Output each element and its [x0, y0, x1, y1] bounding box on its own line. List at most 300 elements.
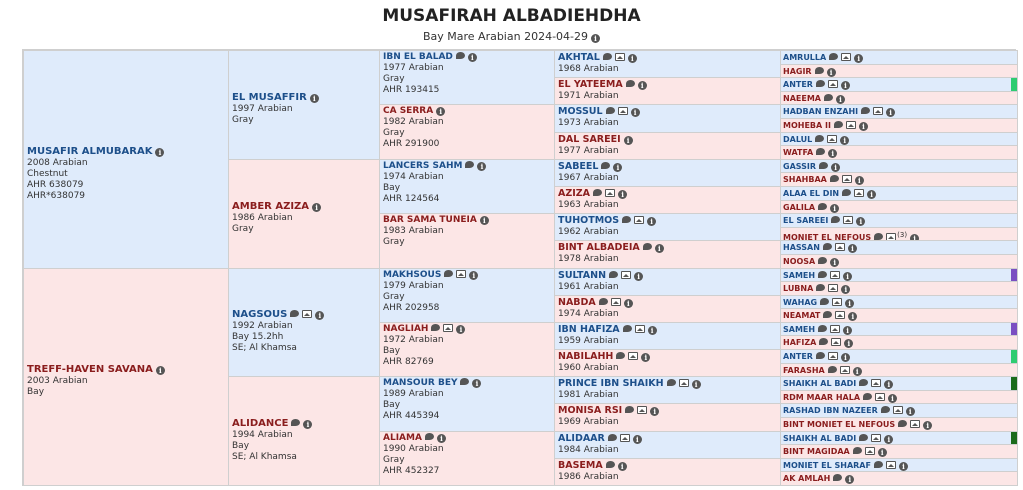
comment-icon[interactable]	[863, 393, 872, 400]
comment-icon[interactable]	[608, 434, 617, 441]
horse-name-link[interactable]: NAGSOUS	[232, 309, 288, 320]
photo-icon[interactable]	[886, 461, 896, 469]
horse-name-link[interactable]: LUBNA	[783, 284, 814, 293]
comment-icon[interactable]	[643, 243, 652, 250]
info-icon[interactable]: i	[436, 107, 445, 116]
photo-icon[interactable]	[611, 298, 621, 306]
horse-name-link[interactable]: SHAIKH AL BADI	[783, 434, 857, 443]
horse-name-link[interactable]: GALILA	[783, 203, 816, 212]
horse-name-link[interactable]: NOOSA	[783, 257, 816, 266]
pedigree-cell-gen5	[780, 159, 1018, 173]
horse-detail: Bay	[383, 400, 401, 410]
horse-detail: 1986 Arabian	[232, 213, 293, 223]
pedigree-cell-gen1	[23, 268, 229, 486]
info-icon[interactable]: i	[477, 162, 486, 171]
horse-name-link[interactable]: AKHTAL	[558, 52, 600, 63]
horse-detail: Bay	[232, 441, 250, 451]
horse-name-link[interactable]: NAGLIAH	[383, 324, 429, 334]
photo-icon[interactable]	[835, 311, 845, 319]
horse-detail: 1982 Arabian	[383, 117, 444, 127]
photo-icon[interactable]	[893, 406, 903, 414]
pedigree-cell-gen4	[554, 186, 781, 214]
comment-icon[interactable]	[828, 366, 837, 373]
subtitle-text: Bay Mare Arabian 2024-04-29	[422, 30, 589, 43]
comment-icon[interactable]	[815, 67, 824, 74]
horse-detail: Gray	[383, 237, 405, 247]
horse-name-link[interactable]: SHAHBAA	[783, 175, 827, 184]
horse-detail: 1990 Arabian	[383, 444, 444, 454]
info-icon[interactable]: i	[878, 448, 887, 457]
horse-name-link[interactable]: MONIET EL NEFOUS	[783, 233, 872, 241]
comment-icon[interactable]	[425, 433, 434, 440]
photo-icon[interactable]	[842, 175, 852, 183]
info-icon[interactable]: i	[618, 462, 627, 471]
pedigree-cell-gen5	[780, 363, 1018, 377]
horse-detail: 1979 Arabian	[383, 281, 444, 291]
info-icon[interactable]: i	[827, 68, 836, 77]
photo-icon[interactable]	[456, 270, 466, 278]
horse-name-link[interactable]: NAEEMA	[783, 94, 821, 103]
horse-detail: 1992 Arabian	[232, 321, 293, 331]
pedigree-cell-gen4	[554, 349, 781, 377]
horse-name-link[interactable]: SAMEH	[783, 325, 816, 334]
horse-name-link[interactable]: AMBER AZIZA	[232, 201, 310, 212]
horse-detail: 1997 Arabian	[232, 104, 293, 114]
info-icon[interactable]: i	[156, 366, 165, 375]
comment-icon[interactable]	[291, 419, 300, 426]
pedigree-cell-gen5	[780, 64, 1018, 78]
info-icon[interactable]: i	[648, 326, 657, 335]
photo-icon[interactable]	[830, 271, 840, 279]
horse-name-link[interactable]: RDM MAAR HALA	[783, 393, 861, 402]
photo-icon[interactable]	[840, 366, 850, 374]
info-icon[interactable]: i	[624, 299, 633, 308]
comment-icon[interactable]	[606, 461, 615, 468]
comment-icon[interactable]	[853, 447, 862, 454]
pedigree-cell-gen4	[554, 240, 781, 269]
horse-detail: 1963 Arabian	[558, 200, 619, 210]
info-icon[interactable]: i	[848, 244, 857, 253]
horse-detail: 1994 Arabian	[232, 430, 293, 440]
info-icon[interactable]: i	[886, 108, 895, 117]
pedigree-cell-gen5	[780, 308, 1018, 323]
comment-icon[interactable]	[593, 189, 602, 196]
info-icon[interactable]: i	[618, 190, 627, 199]
comment-icon[interactable]	[842, 189, 851, 196]
info-icon[interactable]: i	[841, 81, 850, 90]
comment-icon[interactable]	[818, 271, 827, 278]
comment-icon[interactable]	[444, 270, 453, 277]
photo-icon[interactable]	[854, 189, 864, 197]
photo-icon[interactable]	[871, 434, 881, 442]
horse-name-link[interactable]: MOSSUL	[558, 106, 603, 117]
horse-name-link[interactable]: ALIDAAR	[558, 433, 605, 444]
pedigree-cell-gen4	[554, 403, 781, 432]
info-icon[interactable]: i	[692, 380, 701, 389]
info-icon[interactable]: i	[906, 407, 915, 416]
comment-icon[interactable]	[831, 216, 840, 223]
horse-name-link[interactable]: LANCERS SAHM	[383, 161, 463, 171]
horse-detail: 1984 Arabian	[558, 445, 619, 455]
comment-icon[interactable]	[824, 94, 833, 101]
info-icon[interactable]: i	[853, 367, 862, 376]
pedigree-cell-gen3	[379, 213, 555, 269]
info-icon[interactable]: i	[312, 203, 321, 212]
info-icon[interactable]: i	[848, 312, 857, 321]
photo-icon[interactable]	[635, 325, 645, 333]
horse-name-link[interactable]: IBN EL BALAD	[383, 52, 453, 62]
pedigree-cell-gen2	[228, 376, 380, 486]
pedigree-cell-gen4	[554, 104, 781, 133]
comment-icon[interactable]	[606, 107, 615, 114]
pedigree-cell-gen5	[780, 403, 1018, 418]
photo-icon[interactable]	[828, 80, 838, 88]
info-icon[interactable]: i	[633, 435, 642, 444]
photo-icon[interactable]	[871, 379, 881, 387]
horse-name-link[interactable]: SABEEL	[558, 161, 599, 172]
horse-detail: 1977 Arabian	[383, 63, 444, 73]
horse-name-link[interactable]: DAL SAREEI	[558, 134, 621, 145]
comment-icon[interactable]	[898, 420, 907, 427]
comment-icon[interactable]	[603, 53, 612, 60]
pedigree-cell-gen4	[554, 295, 781, 323]
info-icon[interactable]: i	[845, 475, 854, 484]
comment-icon[interactable]	[626, 80, 635, 87]
horse-name-link[interactable]: MAKHSOUS	[383, 270, 442, 280]
photo-icon[interactable]	[679, 379, 689, 387]
photo-icon[interactable]	[873, 107, 883, 115]
horse-name-link[interactable]: ALIDANCE	[232, 418, 289, 429]
info-icon[interactable]: i	[650, 407, 659, 416]
photo-icon[interactable]	[865, 447, 875, 455]
photo-icon[interactable]	[910, 420, 920, 428]
horse-name-link[interactable]: SHAIKH AL BADI	[783, 379, 857, 388]
info-icon[interactable]: i	[830, 258, 839, 267]
info-icon[interactable]: i	[591, 34, 600, 43]
horse-detail: AHR 291900	[383, 139, 440, 149]
comment-icon[interactable]	[816, 80, 825, 87]
photo-icon[interactable]	[827, 135, 837, 143]
comment-icon[interactable]	[290, 310, 299, 317]
info-icon[interactable]: i	[899, 462, 908, 471]
horse-name-link[interactable]: SAMEH	[783, 271, 816, 280]
comment-icon[interactable]	[830, 175, 839, 182]
horse-detail: Gray	[383, 455, 405, 465]
pedigree-cell-gen5	[780, 213, 1018, 228]
info-icon[interactable]: i	[624, 136, 633, 145]
info-icon[interactable]: i	[315, 311, 324, 320]
color-marker	[1011, 377, 1017, 390]
info-icon[interactable]: i	[468, 53, 477, 62]
horse-name-link[interactable]: MONIET EL SHARAF	[783, 461, 871, 470]
color-marker	[1011, 432, 1017, 444]
horse-name-link[interactable]: TREFF-HAVEN SAVANA	[27, 364, 153, 375]
color-marker	[1011, 323, 1017, 335]
photo-icon[interactable]	[875, 393, 885, 401]
horse-name-link[interactable]: ANTER	[783, 80, 813, 89]
comment-icon[interactable]	[818, 257, 827, 264]
info-icon[interactable]: i	[631, 108, 640, 117]
horse-detail: 1986 Arabian	[558, 472, 619, 482]
photo-icon[interactable]	[605, 189, 615, 197]
pedigree-cell-gen5	[780, 349, 1018, 364]
horse-name-link[interactable]: BAR SAMA TUNEIA	[383, 215, 477, 225]
horse-name-link[interactable]: CA SERRA	[383, 106, 434, 116]
horse-name-link[interactable]: MONISA RSI	[558, 405, 623, 416]
horse-detail: 1960 Arabian	[558, 363, 619, 373]
horse-name-link[interactable]: SULTANN	[558, 270, 607, 281]
horse-name-link[interactable]: EL YATEEMA	[558, 79, 623, 90]
horse-name-link[interactable]: MANSOUR BEY	[383, 378, 458, 388]
info-icon[interactable]: i	[843, 326, 852, 335]
info-icon[interactable]: i	[456, 325, 465, 334]
horse-name-link[interactable]: NABILAHH	[558, 351, 614, 362]
pedigree-cell-gen5	[780, 295, 1018, 309]
comment-icon[interactable]	[667, 379, 676, 386]
horse-name-link[interactable]: TUHOTMOS	[558, 215, 620, 226]
comment-icon[interactable]	[819, 162, 828, 169]
info-icon[interactable]: i	[840, 136, 849, 145]
horse-detail: AHR 124564	[383, 194, 440, 204]
photo-icon[interactable]	[302, 310, 312, 318]
horse-name-link[interactable]: AZIZA	[558, 188, 591, 199]
horse-name-link[interactable]: BASEMA	[558, 460, 603, 471]
info-icon[interactable]: i	[841, 353, 850, 362]
photo-icon[interactable]	[846, 121, 856, 129]
horse-detail: Gray	[383, 74, 405, 84]
horse-name-link[interactable]: RASHAD IBN NAZEER	[783, 406, 878, 415]
info-icon[interactable]: i	[155, 148, 164, 157]
pedigree-cell-gen5	[780, 227, 1018, 241]
horse-detail: 1981 Arabian	[558, 390, 619, 400]
horse-name-link[interactable]: GASSIR	[783, 162, 817, 171]
photo-count: (3)	[897, 231, 908, 239]
horse-name-link[interactable]: AMRULLA	[783, 53, 827, 62]
info-icon[interactable]: i	[855, 176, 864, 185]
horse-detail: Bay 15.2hh	[232, 332, 284, 342]
horse-name-link[interactable]: FARASHA	[783, 366, 825, 375]
pedigree-cell-gen5	[780, 268, 1018, 282]
horse-detail: 1971 Arabian	[558, 91, 619, 101]
info-icon[interactable]: i	[655, 244, 664, 253]
info-icon[interactable]: i	[910, 234, 919, 241]
info-icon[interactable]: i	[628, 54, 637, 63]
horse-name-link[interactable]: WAHAG	[783, 298, 818, 307]
comment-icon[interactable]	[861, 107, 870, 114]
horse-detail: Gray	[383, 292, 405, 302]
horse-name-link[interactable]: DALUL	[783, 135, 813, 144]
pedigree-cell-gen1	[23, 50, 229, 269]
photo-icon[interactable]	[832, 298, 842, 306]
comment-icon[interactable]	[599, 298, 608, 305]
comment-icon[interactable]	[609, 271, 618, 278]
horse-detail: 1974 Arabian	[383, 172, 444, 182]
photo-icon[interactable]	[831, 338, 841, 346]
comment-icon[interactable]	[819, 338, 828, 345]
pedigree-cell-gen4	[554, 322, 781, 350]
pedigree-cell-gen5	[780, 458, 1018, 472]
info-icon[interactable]: i	[884, 380, 893, 389]
comment-icon[interactable]	[460, 378, 469, 385]
pedigree-cell-gen4	[554, 376, 781, 404]
comment-icon[interactable]	[823, 311, 832, 318]
pedigree-cell-gen5	[780, 77, 1018, 92]
comment-icon[interactable]	[823, 243, 832, 250]
comment-icon[interactable]	[874, 233, 883, 240]
info-icon[interactable]: i	[867, 190, 876, 199]
horse-name-link[interactable]: IBN HAFIZA	[558, 324, 620, 335]
horse-name-link[interactable]: HADBAN ENZAHI	[783, 107, 859, 116]
horse-name-link[interactable]: HAFIZA	[783, 338, 817, 347]
info-icon[interactable]: i	[859, 122, 868, 131]
pedigree-cell-gen4	[554, 431, 781, 459]
pedigree-cell-gen4	[554, 458, 781, 486]
pedigree-cell-gen3	[379, 322, 555, 377]
info-icon[interactable]: i	[845, 299, 854, 308]
pedigree-cell-gen5	[780, 172, 1018, 187]
pedigree-cell-gen4	[554, 77, 781, 105]
horse-detail: AHR 202958	[383, 303, 440, 313]
pedigree-cell-gen5	[780, 281, 1018, 296]
comment-icon[interactable]	[625, 406, 634, 413]
info-icon[interactable]: i	[641, 353, 650, 362]
comment-icon[interactable]	[623, 325, 632, 332]
pedigree-cell-gen4	[554, 268, 781, 296]
photo-icon[interactable]	[628, 352, 638, 360]
photo-icon[interactable]	[830, 325, 840, 333]
horse-name-link[interactable]: MUSAFIR ALMUBARAK	[27, 146, 153, 157]
comment-icon[interactable]	[834, 121, 843, 128]
pedigree-cell-gen5	[780, 335, 1018, 350]
comment-icon[interactable]	[818, 203, 827, 210]
info-icon[interactable]: i	[856, 217, 865, 226]
pedigree-cell-gen3	[379, 376, 555, 432]
comment-icon[interactable]	[859, 379, 868, 386]
horse-detail: Chestnut	[27, 169, 68, 179]
comment-icon[interactable]	[874, 461, 883, 468]
comment-icon[interactable]	[816, 148, 825, 155]
photo-icon[interactable]	[443, 324, 453, 332]
info-icon[interactable]: i	[831, 163, 840, 172]
photo-icon[interactable]	[835, 243, 845, 251]
horse-name-link[interactable]: AK AMLAH	[783, 474, 831, 483]
info-icon[interactable]: i	[836, 95, 845, 104]
horse-name-link[interactable]: EL SAREEI	[783, 216, 829, 225]
horse-name-link[interactable]: ANTER	[783, 352, 813, 361]
horse-name-link[interactable]: BINT MAGIDAA	[783, 447, 850, 456]
pedigree-cell-gen5	[780, 376, 1018, 391]
horse-detail: AHR 82769	[383, 357, 434, 367]
comment-icon[interactable]	[829, 53, 838, 60]
comment-icon[interactable]	[816, 284, 825, 291]
info-icon[interactable]: i	[472, 379, 481, 388]
pedigree-cell-gen5	[780, 471, 1018, 486]
horse-name-link[interactable]: MOHEBA II	[783, 121, 831, 130]
comment-icon[interactable]	[601, 162, 610, 169]
info-icon[interactable]: i	[841, 285, 850, 294]
info-icon[interactable]: i	[647, 217, 656, 226]
comment-icon[interactable]	[431, 324, 440, 331]
photo-icon[interactable]	[621, 271, 631, 279]
comment-icon[interactable]	[465, 161, 474, 168]
horse-name-link[interactable]: ALIAMA	[383, 433, 422, 443]
photo-icon[interactable]	[828, 284, 838, 292]
pedigree-cell-gen5	[780, 91, 1018, 105]
photo-icon[interactable]	[618, 107, 628, 115]
info-icon[interactable]: i	[303, 420, 312, 429]
horse-name-link[interactable]: ALAA EL DIN	[783, 189, 840, 198]
photo-icon[interactable]	[828, 352, 838, 360]
pedigree-cell-gen4	[554, 50, 781, 78]
pedigree-tree	[22, 49, 1016, 486]
pedigree-cell-gen5	[780, 132, 1018, 146]
photo-icon[interactable]	[843, 216, 853, 224]
horse-name-link[interactable]: PRINCE IBN SHAIKH	[558, 378, 664, 389]
pedigree-cell-gen3	[379, 159, 555, 214]
info-icon[interactable]: i	[923, 421, 932, 430]
info-icon[interactable]: i	[469, 271, 478, 280]
info-icon[interactable]: i	[854, 54, 863, 63]
horse-name-link[interactable]: HAGIR	[783, 67, 812, 76]
comment-icon[interactable]	[859, 434, 868, 441]
info-icon[interactable]: i	[437, 434, 446, 443]
info-icon[interactable]: i	[613, 163, 622, 172]
info-icon[interactable]: i	[634, 272, 643, 281]
photo-icon[interactable]	[620, 434, 630, 442]
info-icon[interactable]: i	[843, 272, 852, 281]
info-icon[interactable]: i	[830, 204, 839, 213]
comment-icon[interactable]	[820, 298, 829, 305]
horse-name-link[interactable]: HASSAN	[783, 243, 820, 252]
pedigree-cell-gen5	[780, 444, 1018, 459]
comment-icon[interactable]	[815, 135, 824, 142]
photo-icon[interactable]	[615, 53, 625, 61]
info-icon[interactable]: i	[828, 149, 837, 158]
horse-name-link[interactable]: BINT MONIET EL NEFOUS	[783, 420, 896, 429]
info-icon[interactable]: i	[638, 81, 647, 90]
info-icon[interactable]: i	[888, 394, 897, 403]
color-marker	[1011, 269, 1017, 281]
pedigree-cell-gen5	[780, 50, 1018, 65]
info-icon[interactable]: i	[310, 94, 319, 103]
horse-detail: 1973 Arabian	[558, 118, 619, 128]
horse-name-link[interactable]: NEAMAT	[783, 311, 821, 320]
color-marker	[1011, 350, 1017, 363]
comment-icon[interactable]	[456, 52, 465, 59]
horse-name-link[interactable]: BINT ALBADEIA	[558, 242, 640, 253]
info-icon[interactable]: i	[480, 216, 489, 225]
comment-icon[interactable]	[622, 216, 631, 223]
comment-icon[interactable]	[816, 352, 825, 359]
horse-detail: 1959 Arabian	[558, 336, 619, 346]
pedigree-cell-gen5	[780, 254, 1018, 269]
comment-icon[interactable]	[833, 474, 842, 481]
pedigree-cell-gen5	[780, 200, 1018, 214]
comment-icon[interactable]	[616, 352, 625, 359]
photo-icon[interactable]	[634, 216, 644, 224]
photo-icon[interactable]	[637, 406, 647, 414]
pedigree-cell-gen5	[780, 431, 1018, 445]
info-icon[interactable]: i	[884, 435, 893, 444]
photo-icon[interactable]	[841, 53, 851, 61]
comment-icon[interactable]	[818, 325, 827, 332]
horse-name-link[interactable]: EL MUSAFFIR	[232, 92, 307, 103]
horse-name-link[interactable]: NABDA	[558, 297, 596, 308]
horse-name-link[interactable]: WATFA	[783, 148, 814, 157]
info-icon[interactable]: i	[844, 339, 853, 348]
horse-detail: Gray	[383, 128, 405, 138]
comment-icon[interactable]	[881, 406, 890, 413]
